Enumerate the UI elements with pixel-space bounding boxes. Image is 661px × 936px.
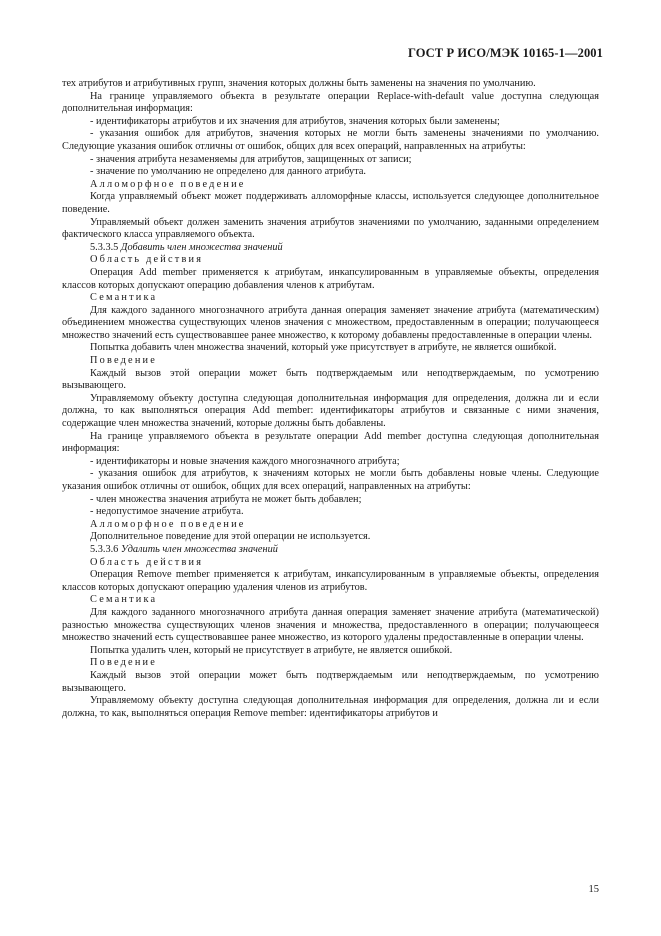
subsection-label: Поведение xyxy=(90,657,158,669)
paragraph: Когда управляемый объект может поддерживать алломорфные классы, используется следующее дополнительное поведение. xyxy=(62,191,599,215)
paragraph: Попытка удалить член, который не присутствует в атрибуте, не является ошибкой. xyxy=(90,644,453,656)
subsection-label: Алломорфное поведение xyxy=(90,518,246,530)
subsection-label: Алломорфное поведение xyxy=(90,178,246,190)
subsection-label: Семантика xyxy=(90,594,158,606)
subsection-label: Поведение xyxy=(90,355,158,367)
paragraph: - указания ошибок для атрибутов, значения которых не могли быть заменены значениями по умолчанию. Следующие указания ошибок отличны от ошибок, общих для всех операций, направленных на атрибуты: xyxy=(62,128,599,152)
section-heading xyxy=(62,544,599,557)
subsection-label: Семантика xyxy=(90,292,158,304)
paragraph: - член множества значения атрибута не может быть добавлен; xyxy=(90,493,362,505)
section-title: Удалить член множества значений xyxy=(120,543,278,555)
subsection-label: Область действия xyxy=(90,254,204,266)
paragraph: - значение по умолчанию не определено для данного атрибута. xyxy=(90,166,366,178)
paragraph: Каждый вызов этой операции может быть подтверждаемым или неподтверждаемым, по усмотрению вызывающего. xyxy=(62,367,599,392)
paragraph: тех атрибутов и атрибутивных групп, значения которых должны быть заменены на значения по умолчанию. xyxy=(62,78,536,89)
section-title: Добавить член множества значений xyxy=(120,241,283,253)
paragraph: - значения атрибута незаменяемы для атрибутов, защищенных от записи; xyxy=(90,153,412,165)
section-number: 5.3.3.5 xyxy=(90,241,119,253)
paragraph: Каждый вызов этой операции может быть подтверждаемым или неподтверждаемым, по усмотрению вызывающего. xyxy=(62,669,599,694)
paragraph: Управляемому объекту доступна следующая дополнительная информация для определения, должна ли и если должна, то как, выполняться операция Remove member: идентификаторы атрибутов и xyxy=(62,695,599,719)
paragraph: Управляемый объект должен заменить значения атрибутов значениями по умолчанию, заданными определением фактического класса управляемого объекта. xyxy=(62,216,599,241)
paragraph: Для каждого заданного многозначного атрибута данная операция заменяет значение атрибута (математическим) объединением множества существующих членов значения с множеством, предоставленным в операции; получающееся множество значений есть существовавшее ранее множество, к которому добавлены предоставленные в операции члены. xyxy=(62,304,599,341)
paragraph: - идентификаторы и новые значения каждого многозначного атрибута; xyxy=(90,455,400,467)
page-number: 15 xyxy=(588,884,599,895)
document-body xyxy=(62,78,599,720)
section-heading xyxy=(62,242,599,255)
paragraph: Дополнительное поведение для этой операции не используется. xyxy=(90,531,371,543)
page-header-title: ГОСТ Р ИСО/МЭК 10165-1—2001 xyxy=(407,46,603,60)
paragraph: Операция Add member применяется к атрибутам, инкапсулированным в управляемые объекты, определения классов которых допускают операцию добавления членов к атрибутам. xyxy=(62,266,599,291)
paragraph: Операция Remove member применяется к атрибутам, инкапсулированным в управляемые объекты, определения классов которых допускают операцию удаления членов из атрибутов. xyxy=(62,569,599,593)
paragraph: Для каждого заданного многозначного атрибута данная операция заменяет значение атрибута (математической) разностью множества существующих членов значения и множества, предоставленного в операции; получающееся множество значений есть существовавшее ранее множество, из которого удалены предоставленные в операции члены. xyxy=(62,606,599,644)
paragraph: - идентификаторы атрибутов и их значения для атрибутов, значения которых были заменены; xyxy=(90,115,500,127)
section-number: 5.3.3.6 xyxy=(90,543,119,555)
subsection-label: Область действия xyxy=(90,556,204,568)
paragraph: На границе управляемого объекта в результате операции Replace-with-default value доступна следующая дополнительная информация: xyxy=(62,90,599,115)
paragraph: - указания ошибок для атрибутов, к значениям которых не могли быть добавлены новые члены. Следующие указания ошибок отличны от ошибок, общих для всех операций, направленных на атрибуты: xyxy=(62,468,599,492)
paragraph: На границе управляемого объекта в результате операции Add member доступна следующая дополнительная информация: xyxy=(62,430,599,455)
paragraph: Попытка добавить член множества значений, который уже присутствует в атрибуте, не является ошибкой. xyxy=(90,342,557,354)
paragraph: - недопустимое значение атрибута. xyxy=(90,506,244,518)
paragraph: Управляемому объекту доступна следующая дополнительная информация для определения, должна ли и если должна, то как выполняться операция Add member: идентификаторы атрибутов и связанные с ними значения, содержащие член множества значений, которые должны быть добавлены. xyxy=(62,392,599,430)
